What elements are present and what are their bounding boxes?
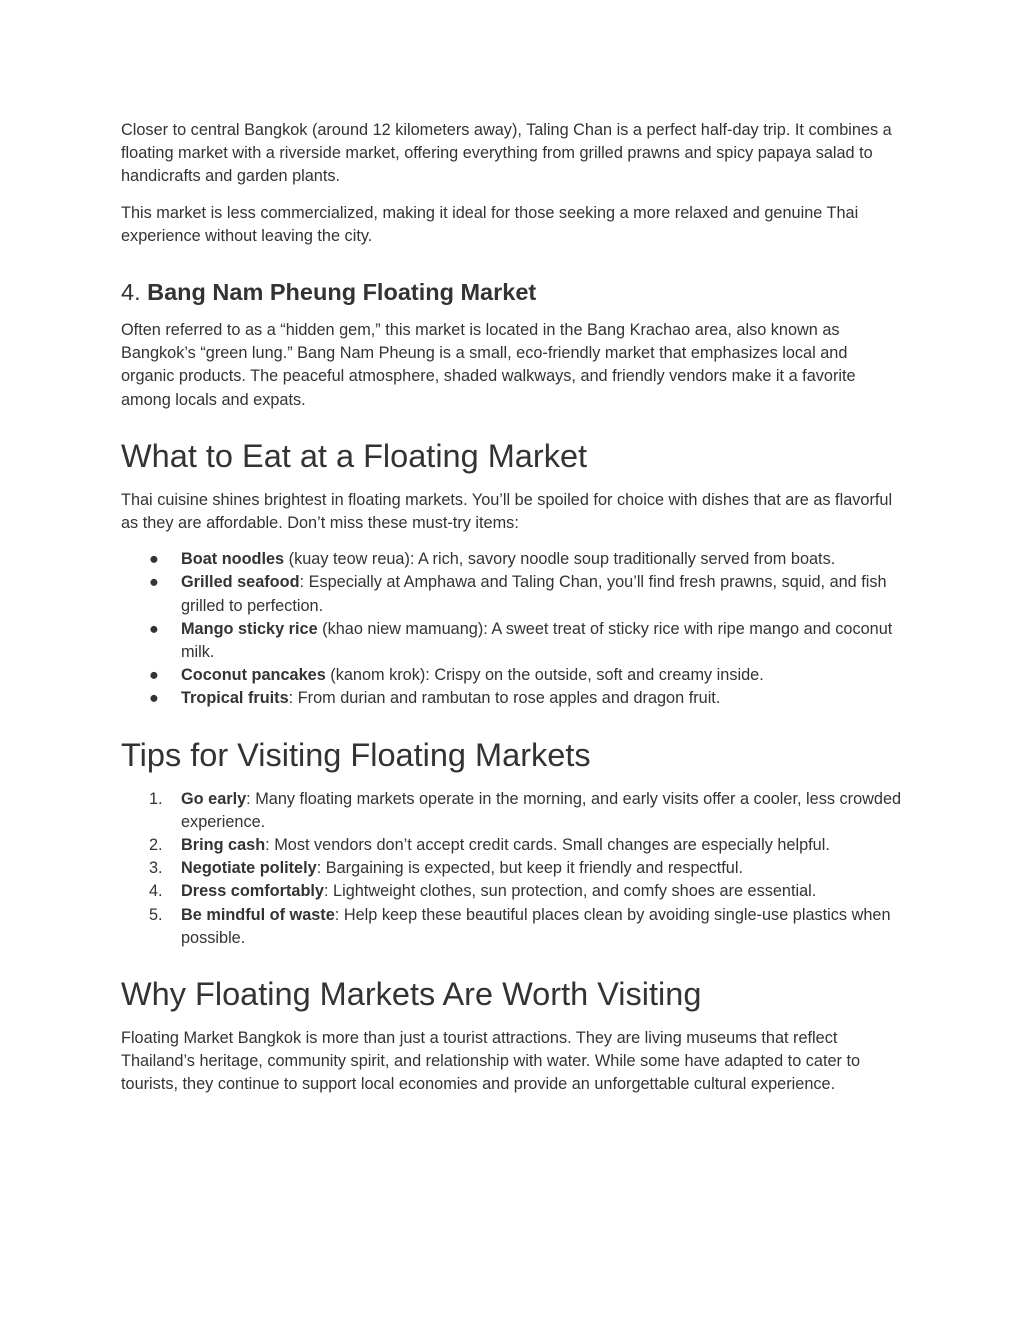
bullet-icon: ● [149, 689, 159, 708]
intro-paragraph-1: Closer to central Bangkok (around 12 kilometers away), Taling Chan is a perfect half-day trip. It combines a floating market with a riverside market, offering everything from grilled prawns and spicy papaya salad to handicrafts and garden plants. [121, 121, 892, 186]
list-number: 1. [149, 789, 163, 808]
list-number: 3. [149, 859, 163, 878]
list-item-text: : From durian and rambutan to rose apples and dragon fruit. [288, 689, 721, 708]
list-item-bold: Be mindful of waste [181, 905, 335, 924]
list-item [121, 618, 903, 664]
list-item-bold: Go early [181, 789, 247, 808]
eat-heading: What to Eat at a Floating Market [121, 437, 588, 474]
list-item [121, 857, 903, 880]
list-item-bold: Dress comfortably [181, 882, 324, 901]
market-4-title: Bang Nam Pheung Floating Market [147, 279, 537, 306]
list-item-bold: Negotiate politely [181, 859, 317, 878]
list-item-text: : Most vendors don’t accept credit cards. Small changes are especially helpful. [265, 836, 830, 855]
list-item-bold: Coconut pancakes [181, 666, 326, 685]
market-4-heading [121, 277, 903, 307]
bullet-icon: ● [149, 573, 159, 592]
why-body: Floating Market Bangkok is more than just a tourist attractions. They are living museums that reflect Thailand’s heritage, community spirit, and relationship with water. While some have adapted to cater to tourists, they continue to support local economies and provide an unforgettable cultural experience. [121, 1029, 861, 1094]
bullet-icon: ● [149, 550, 159, 569]
list-item-bold: Boat noodles [181, 550, 285, 569]
list-item [121, 834, 903, 857]
list-number: 2. [149, 836, 163, 855]
list-item [121, 687, 903, 710]
eat-list [121, 548, 903, 710]
list-item-bold: Tropical fruits [181, 689, 289, 708]
intro-paragraph-2: This market is less commercialized, making it ideal for those seeking a more relaxed and genuine Thai experience without leaving the city. [121, 203, 859, 245]
list-item-bold: Bring cash [181, 836, 266, 855]
list-number: 4. [149, 882, 163, 901]
list-item-text: : Lightweight clothes, sun protection, and comfy shoes are essential. [323, 882, 817, 901]
list-item-text: : Especially at Amphawa and Taling Chan, you’ll find fresh prawns, squid, and fish grilled to perfection. [181, 573, 887, 615]
document-page [121, 119, 903, 1097]
tips-list [121, 788, 903, 950]
market-4-number: 4. [121, 279, 141, 306]
list-item-text: (kanom krok): Crispy on the outside, soft and creamy inside. [325, 666, 764, 685]
bullet-icon: ● [149, 666, 159, 685]
list-item-text: : Bargaining is expected, but keep it friendly and respectful. [316, 859, 743, 878]
list-item [121, 904, 903, 950]
list-number: 5. [149, 905, 163, 924]
bullet-icon: ● [149, 619, 159, 638]
tips-heading: Tips for Visiting Floating Markets [121, 736, 591, 773]
why-heading: Why Floating Markets Are Worth Visiting [121, 976, 702, 1013]
list-item-text: : Help keep these beautiful places clean by avoiding single-use plastics when possible. [181, 905, 891, 947]
list-item-bold: Mango sticky rice [181, 619, 318, 638]
market-4-body: Often referred to as a “hidden gem,” this market is located in the Bang Krachao area, also known as Bangkok’s “green lung.” Bang Nam Pheung is a small, eco-friendly market that emphasizes local and organic products. The peaceful atmosphere, shaded walkways, and friendly vendors make it a favorite among locals and expats. [121, 321, 856, 409]
list-item-text: (kuay teow reua): A rich, savory noodle soup traditionally served from boats. [284, 550, 836, 569]
list-item-text: (khao niew mamuang): A sweet treat of sticky rice with ripe mango and coconut milk. [181, 619, 893, 662]
list-item [121, 788, 903, 834]
eat-intro: Thai cuisine shines brightest in floating markets. You’ll be spoiled for choice with dishes that are as flavorful as they are affordable. Don’t miss these must-try items: [121, 490, 893, 533]
list-item [121, 664, 903, 687]
list-item [121, 571, 903, 617]
list-item [121, 880, 903, 903]
list-item [121, 548, 903, 571]
list-item-bold: Grilled seafood [181, 573, 300, 592]
list-item-text: : Many floating markets operate in the morning, and early visits offer a cooler, less crowded experience. [181, 789, 902, 831]
